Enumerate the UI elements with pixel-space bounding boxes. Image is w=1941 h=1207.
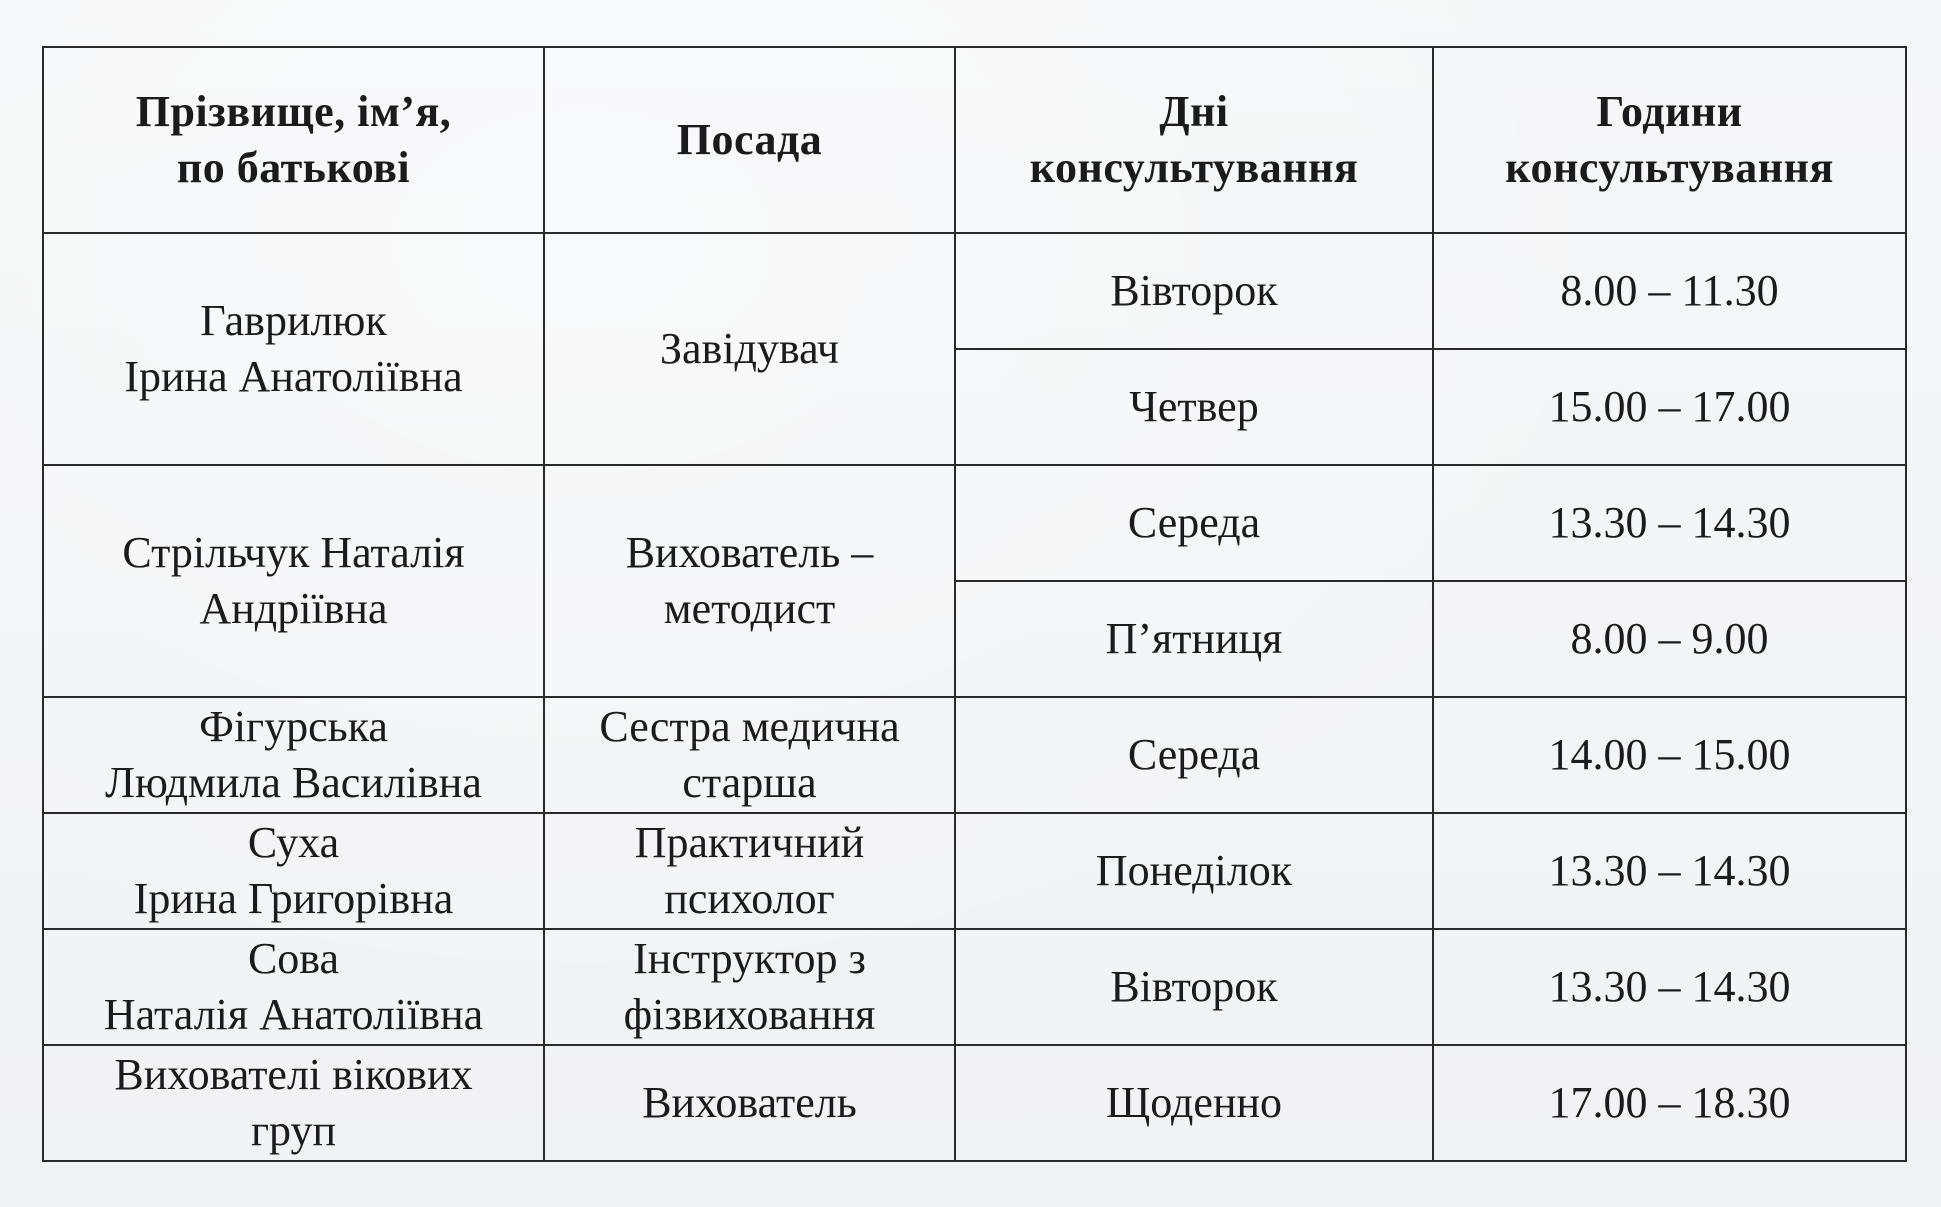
table-row xyxy=(43,465,1906,581)
cell-day: Четвер xyxy=(955,349,1433,465)
position-line-1: Вихователь xyxy=(642,1078,857,1128)
table-row xyxy=(43,1045,1906,1161)
cell-hours: 13.30 – 14.30 xyxy=(1433,813,1906,929)
header-name-line-2: по батькові xyxy=(176,143,411,192)
position-line-2: фізвиховання xyxy=(623,990,876,1039)
cell-position xyxy=(544,929,955,1045)
position-line-1: Завідувач xyxy=(659,324,840,374)
name-line-1: Фігурська xyxy=(199,702,388,752)
cell-position xyxy=(544,233,955,465)
name-line-1: Сова xyxy=(247,934,340,984)
cell-day: Середа xyxy=(955,465,1433,581)
name-line-1: Гаврилюк xyxy=(200,296,387,346)
position-line-1: Інструктор з xyxy=(633,934,866,984)
cell-name xyxy=(43,697,544,813)
header-hours-line-2: консультування xyxy=(1505,143,1834,192)
position-line-2: психолог xyxy=(664,874,835,923)
table-row xyxy=(43,813,1906,929)
position-line-2: методист xyxy=(663,584,836,633)
cell-name xyxy=(43,929,544,1045)
cell-hours: 14.00 – 15.00 xyxy=(1433,697,1906,813)
cell-day: Щоденно xyxy=(955,1045,1433,1161)
table-row xyxy=(43,233,1906,349)
table-row xyxy=(43,929,1906,1045)
header-name xyxy=(43,47,544,233)
cell-name xyxy=(43,813,544,929)
header-days xyxy=(955,47,1433,233)
position-line-1: Вихователь – xyxy=(625,528,874,578)
table-row xyxy=(43,697,1906,813)
cell-hours: 8.00 – 11.30 xyxy=(1433,233,1906,349)
header-position xyxy=(544,47,955,233)
cell-position xyxy=(544,697,955,813)
position-line-1: Сестра медична xyxy=(599,702,900,752)
cell-hours: 15.00 – 17.00 xyxy=(1433,349,1906,465)
name-line-1: Стрільчук Наталія xyxy=(122,528,465,578)
name-line-2: Андріївна xyxy=(199,584,388,633)
cell-day: Середа xyxy=(955,697,1433,813)
cell-day: П’ятниця xyxy=(955,581,1433,697)
header-name-line-1: Прізвище, ім’я, xyxy=(135,87,452,137)
cell-hours: 8.00 – 9.00 xyxy=(1433,581,1906,697)
cell-name xyxy=(43,233,544,465)
cell-name xyxy=(43,465,544,697)
position-line-2: старша xyxy=(682,758,817,807)
header-days-line-1: Дні xyxy=(1159,87,1229,137)
consultation-schedule-table xyxy=(42,46,1907,1162)
position-line-1: Практичний xyxy=(634,818,865,868)
header-days-line-2: консультування xyxy=(1029,143,1359,192)
name-line-1: Вихователі вікових xyxy=(114,1050,473,1100)
name-line-2: Ірина Григорівна xyxy=(133,874,454,923)
header-hours xyxy=(1433,47,1906,233)
cell-position xyxy=(544,813,955,929)
cell-hours: 13.30 – 14.30 xyxy=(1433,929,1906,1045)
name-line-2: Ірина Анатоліївна xyxy=(124,352,463,401)
cell-day: Вівторок xyxy=(955,929,1433,1045)
header-hours-line-1: Години xyxy=(1596,87,1743,137)
name-line-2: Людмила Василівна xyxy=(105,758,482,807)
cell-position xyxy=(544,465,955,697)
cell-day: Вівторок xyxy=(955,233,1433,349)
cell-name xyxy=(43,1045,544,1161)
name-line-2: Наталія Анатоліївна xyxy=(103,990,484,1039)
header-row xyxy=(43,47,1906,233)
name-line-2: груп xyxy=(250,1106,336,1155)
header-position-line-1: Посада xyxy=(676,115,823,165)
cell-hours: 13.30 – 14.30 xyxy=(1433,465,1906,581)
cell-position xyxy=(544,1045,955,1161)
cell-day: Понеділок xyxy=(955,813,1433,929)
name-line-1: Суха xyxy=(247,818,340,868)
cell-hours: 17.00 – 18.30 xyxy=(1433,1045,1906,1161)
